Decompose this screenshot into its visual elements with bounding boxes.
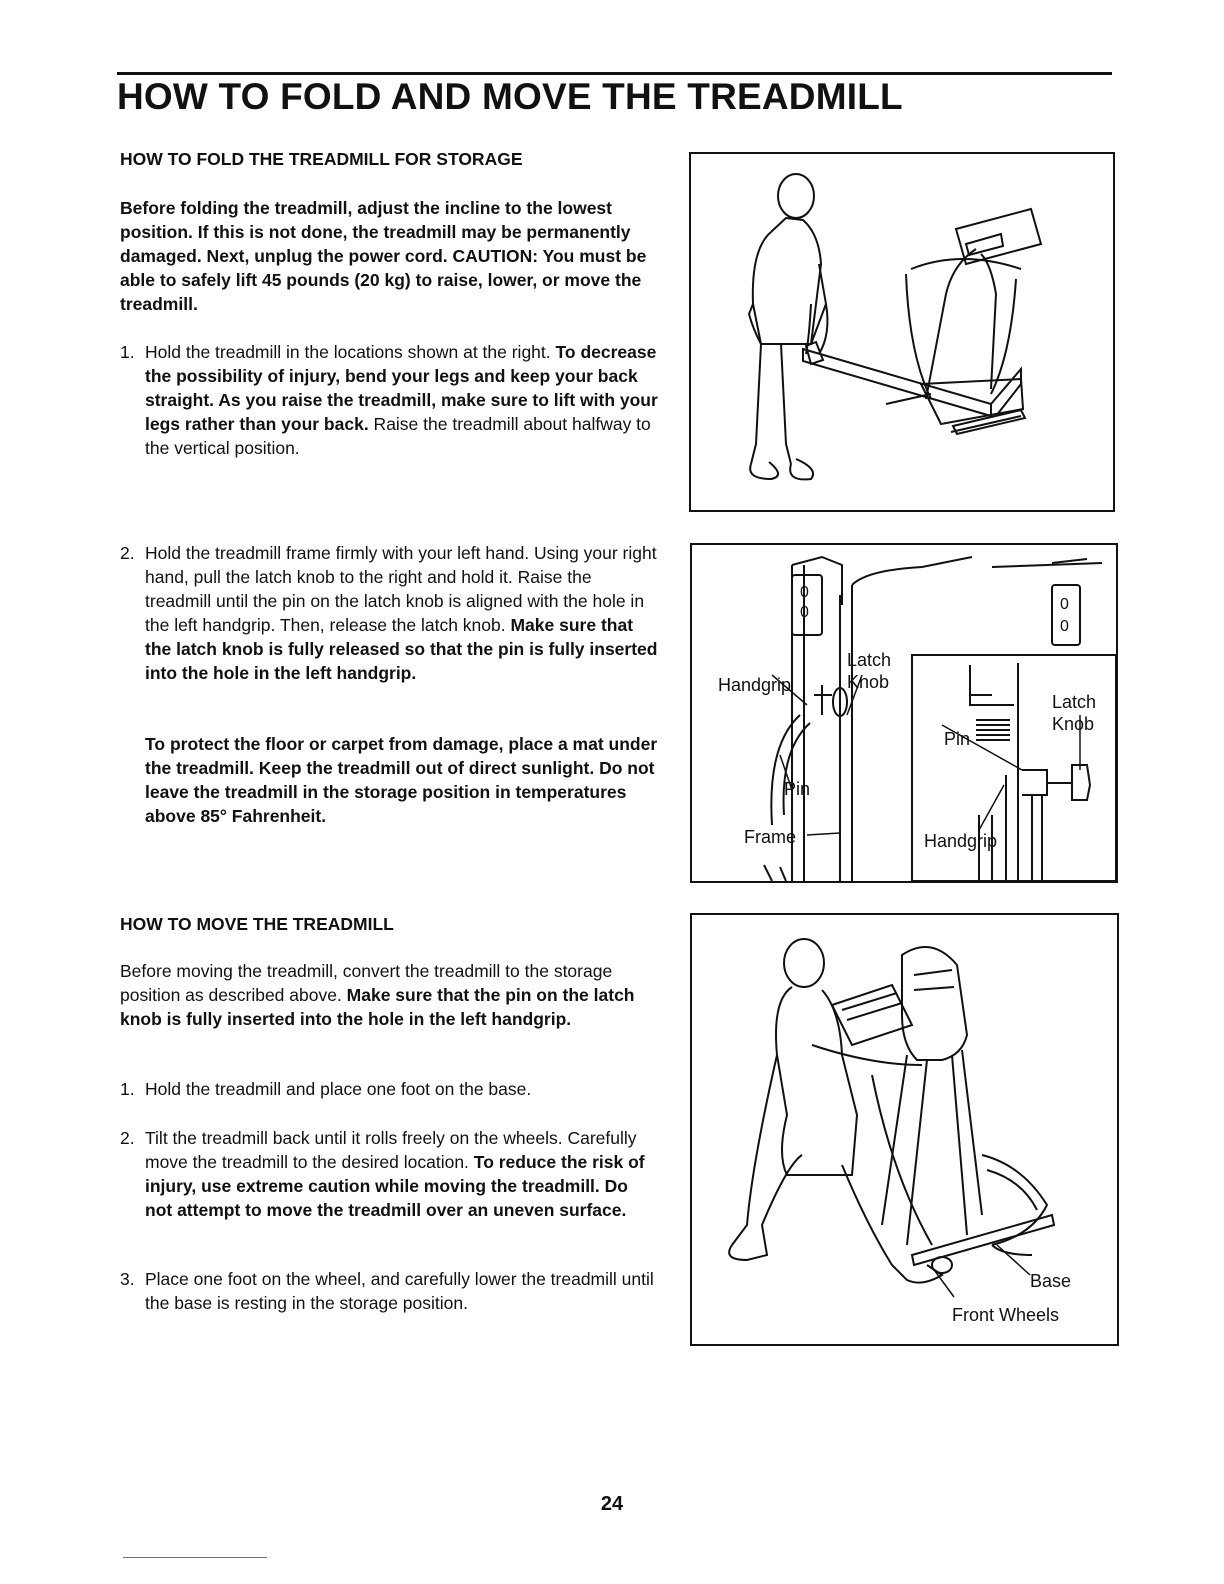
fold-heading-text: HOW TO FOLD THE TREADMILL FOR STORAGE	[120, 149, 523, 169]
step-text: Hold the treadmill in the locations shown at the right.	[145, 342, 556, 362]
page-number: 24	[600, 1493, 624, 1515]
fold-heading	[120, 147, 660, 171]
label-front-wheels: Front Wheels	[952, 1305, 1060, 1325]
footer-line	[123, 1557, 267, 1558]
step-number: 1.	[120, 342, 135, 362]
step-number: 3.	[120, 1269, 135, 1289]
fold-step-1	[120, 340, 660, 460]
label-handgrip-detail: Handgrip	[924, 831, 998, 851]
floor-protection-note	[120, 732, 660, 828]
move-heading-text: HOW TO MOVE THE TREADMILL	[120, 914, 394, 934]
move-heading	[120, 912, 660, 936]
label-latch-knob: Latch Knob	[847, 650, 892, 692]
move-step-2	[120, 1126, 660, 1222]
step-warning: To reduce the risk of injury, use extreme caution while moving the treadmill. Do not attempt to move the treadmill over an uneven surface.	[145, 1152, 645, 1220]
label-latch-knob-detail: Latch Knob	[1052, 692, 1097, 734]
move-intro	[120, 959, 660, 1031]
title-rule	[117, 72, 1112, 75]
label-frame: Frame	[744, 827, 797, 847]
label-pin: Pin	[784, 779, 811, 799]
figure-move-treadmill	[690, 913, 1119, 1346]
svg-text:0: 0	[800, 584, 809, 601]
step-text: Hold the treadmill frame firmly with your left hand. Using your right hand, pull the latch knob to the right and hold it. Raise the treadmill until the pin on the latch knob is aligned with the hole in the left handgrip. Then, release the latch knob.	[145, 543, 657, 635]
fold-intro: Before folding the treadmill, adjust the incline to the lowest position. If this is not done, the treadmill may be permanently damaged. Next, unplug the power cord. CAUTION: You must be able to safely lift 45 pounds (20 kg) to raise, lower, or move the treadmill.	[120, 198, 647, 314]
step-text: Place one foot on the wheel, and carefully lower the treadmill until the base is resting in the storage position.	[145, 1269, 654, 1313]
svg-text:0: 0	[1060, 618, 1069, 635]
fold-step-2	[120, 541, 660, 685]
label-pin-detail: Pin	[944, 729, 971, 749]
step-text: Raise the treadmill about halfway to the vertical position.	[145, 414, 651, 458]
step-warning: Make sure that the latch knob is fully released so that the pin is fully inserted into the hole in the left handgrip.	[145, 615, 658, 683]
step-text: Tilt the treadmill back until it rolls freely on the wheels. Carefully move the treadmill to the desired location.	[145, 1128, 637, 1172]
move-step-3	[120, 1267, 660, 1315]
label-handgrip: Handgrip	[718, 675, 792, 695]
step-number: 1.	[120, 1079, 135, 1099]
figure-lift-treadmill	[689, 152, 1115, 512]
svg-text:0: 0	[800, 604, 809, 621]
page-title: HOW TO FOLD AND MOVE THE TREADMILL	[117, 76, 903, 117]
move-step-1	[120, 1077, 660, 1101]
step-number: 2.	[120, 543, 135, 563]
label-base: Base	[1030, 1271, 1072, 1291]
lift-illustration	[691, 154, 1113, 510]
step-number: 2.	[120, 1128, 135, 1148]
floor-protection-text: To protect the floor or carpet from damage, place a mat under the treadmill. Keep the treadmill out of direct sunlight. Do not leave the treadmill in the storage position in temperatures above 85° Fahrenheit.	[145, 734, 658, 826]
move-intro-text: Before moving the treadmill, convert the treadmill to the storage position as described above.	[120, 961, 613, 1005]
move-intro-warning: Make sure that the pin on the latch knob is fully inserted into the hole in the left handgrip.	[120, 985, 635, 1029]
step-warning: To decrease the possibility of injury, bend your legs and keep your back straight. As you raise the treadmill, make sure to lift with your legs rather than your back.	[145, 342, 658, 434]
figure-latch-detail	[690, 543, 1118, 883]
step-text: Hold the treadmill and place one foot on the base.	[145, 1079, 532, 1099]
svg-text:0: 0	[1060, 596, 1069, 613]
